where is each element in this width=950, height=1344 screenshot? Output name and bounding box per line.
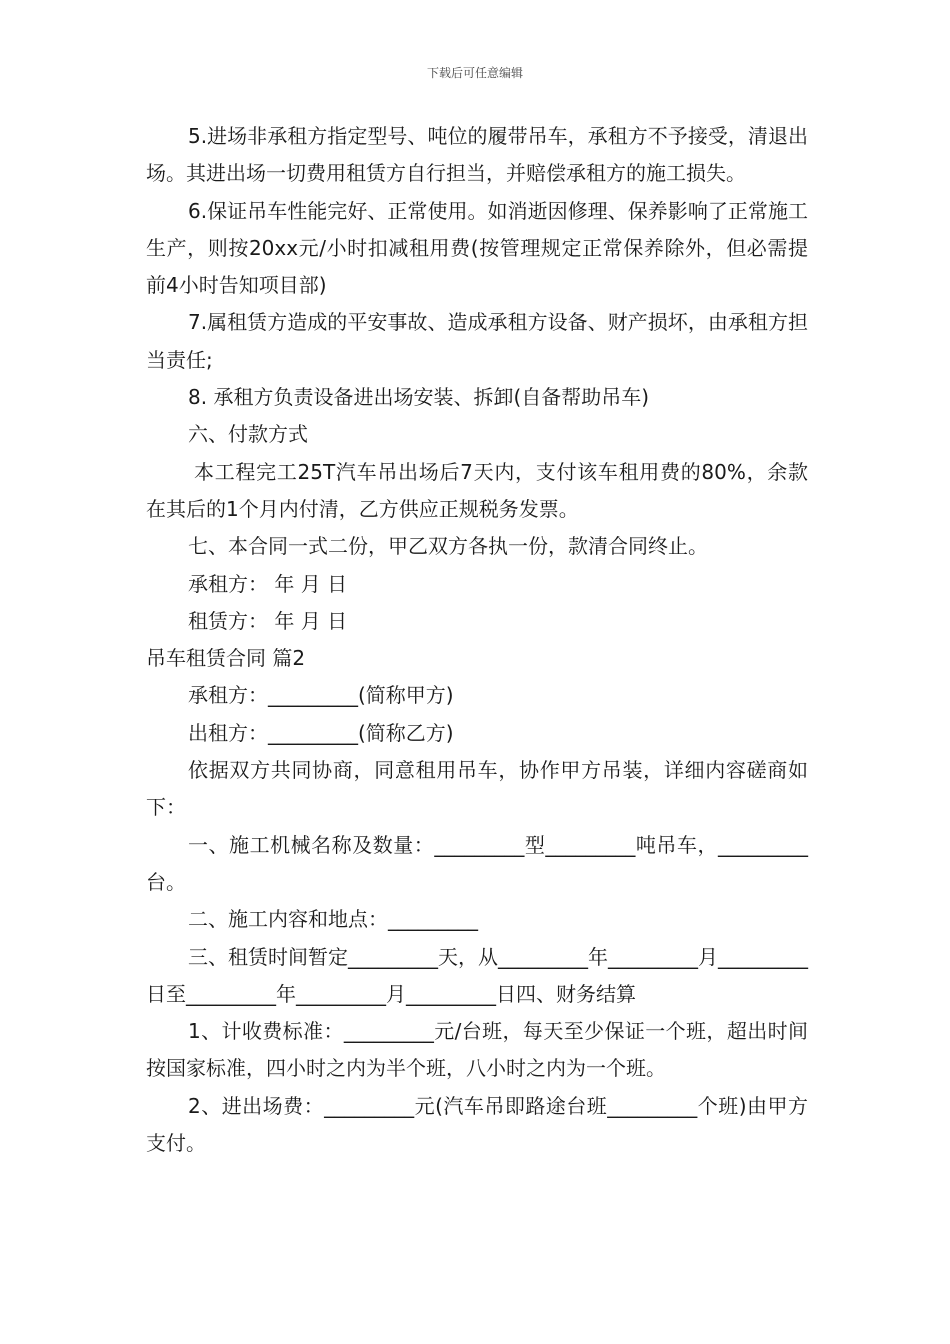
section-heading-copies: 七、本合同一式二份，甲乙双方各执一份，款清合同终止。	[188, 534, 708, 559]
clause-fee-standard: 1、计收费标准：_________元/台班，每天至少保证一个班，超出时间按国家标准，四小时之内为半个班，八小时之内为一个班。	[146, 1019, 808, 1081]
page-header: 下载后可任意编辑	[426, 66, 523, 80]
paragraph-preamble: 依据双方共同协商，同意租用吊车，协作甲方吊装，详细内容磋商如下：	[146, 758, 808, 820]
paragraph-payment-terms: 本工程完工25T汽车吊出场后7天内，支付该车租用费的80%，余款在其后的1个月内付清，乙方供应正规税务发票。	[146, 459, 808, 521]
section-heading-payment: 六、付款方式	[188, 422, 308, 447]
clause-rental-period: 三、租赁时间暂定_________天，从_________年_________月_________日至_________年_________月_________日四、财务结算	[146, 944, 808, 1006]
paragraph-clause-7: 7.属租赁方造成的平安事故、造成承租方设备、财产损坏，由承租方担当责任;	[146, 310, 808, 372]
party-a-line: 承租方：_________(简称甲方)	[188, 683, 454, 708]
clause-entry-exit-fee: 2、进出场费：_________元(汽车吊即路途台班_________个班)由甲方支付。	[146, 1093, 808, 1156]
signature-lessor: 租赁方： 年 月 日	[188, 608, 348, 633]
clause-location: 二、施工内容和地点：_________	[188, 907, 478, 932]
party-b-line: 出租方：_________(简称乙方)	[188, 720, 454, 745]
paragraph-clause-8: 8. 承租方负责设备进出场安装、拆卸(自备帮助吊车)	[188, 385, 650, 410]
contract-title-2: 吊车租赁合同 篇2	[146, 646, 306, 671]
document-body	[146, 118, 808, 1162]
signature-lessee: 承租方： 年 月 日	[188, 571, 348, 596]
clause-machinery: 一、施工机械名称及数量：_________型_________吨吊车，_________台。	[146, 832, 808, 894]
paragraph-clause-6: 6.保证吊车性能完好、正常使用。如消逝因修理、保养影响了正常施工生产，则按20xx元/小时扣减租用费(按管理规定正常保养除外，但必需提前4小时告知项目部)	[146, 198, 808, 298]
paragraph-clause-5: 5.进场非承租方指定型号、吨位的履带吊车，承租方不予接受，清退出场。其进出场一切费用租赁方自行担当，并赔偿承租方的施工损失。	[146, 124, 808, 186]
